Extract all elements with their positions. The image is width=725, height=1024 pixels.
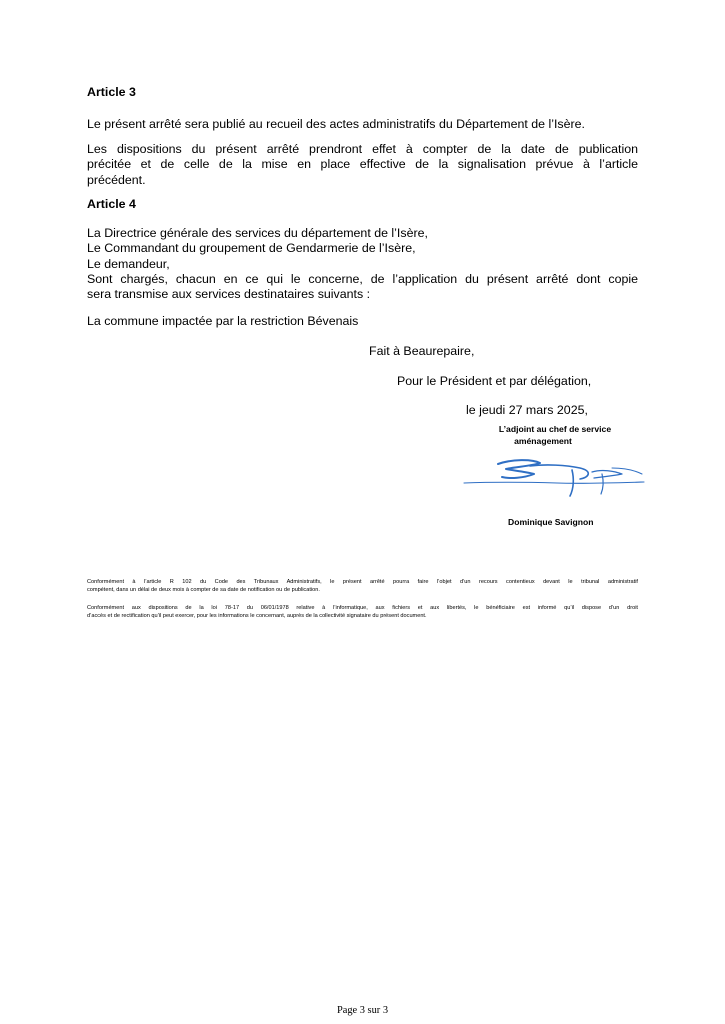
article-3-paragraph-2-line-2: précitée et de celle de la mise en place effective de la signalisation prévue à l’article [87, 157, 638, 172]
article-3-paragraph-2-line-3: précédent. [87, 172, 146, 187]
article-3-heading: Article 3 [87, 85, 136, 99]
article-3-paragraph-publication [87, 117, 638, 132]
signatory-name: Dominique Savignon [508, 517, 594, 527]
article-4-body [87, 226, 638, 302]
article-4-heading: Article 4 [87, 197, 136, 211]
article-4-line-2: Le Commandant du groupement de Gendarmerie de l’Isère, [87, 241, 416, 256]
article-4-line-4: Sont chargés, chacun en ce qui le concerne, de l’application du présent arrêté dont copie [87, 271, 638, 286]
legal-notice-1-line-2: compétent, dans un délai de deux mois à compter de sa date de notification ou de publication. [87, 587, 320, 594]
article-4-recipient [87, 314, 638, 329]
article-3-paragraph-2-line-1: Les dispositions du présent arrêté prendront effet à compter de la date de publication [87, 142, 638, 156]
article-3-paragraph-effect [87, 142, 638, 188]
article-4-line-1: La Directrice générale des services du département de l’Isère, [87, 226, 428, 240]
article-4-line-3: Le demandeur, [87, 256, 170, 271]
recipient-commune: La commune impactée par la restriction Bévenais [87, 314, 359, 328]
legal-notice-appeal [87, 578, 638, 594]
handwritten-signature-image [462, 452, 647, 502]
legal-notice-2-line-2: d’accès et de rectification qu’il peut exercer, pour les informations le concernant, auprès de la collectivité signataire du présent document. [87, 613, 427, 620]
legal-notice-2-line-1: Conformément aux dispositions de la loi 78-17 du 06/01/1978 relative à l’informatique, aux fichiers et aux libertés, le bénéficiaire est informé qu’il dispose d’un droit [87, 605, 638, 611]
signature-delegation: Pour le Président et par délégation, [397, 374, 592, 388]
article-3-paragraph-1: Le présent arrêté sera publié au recueil des actes administratifs du Département de l’Isère. [87, 117, 585, 131]
article-4-line-5: sera transmise aux services destinataires suivants : [87, 287, 371, 302]
signatory-title-line-1: L’adjoint au chef de service [498, 424, 612, 434]
signature-place: Fait à Beaurepaire, [369, 344, 475, 358]
legal-notice-1-line-1: Conformément à l’article R 102 du Code des Tribunaux Administratifs, le présent arrêté pourra faire l’objet d’un recours contentieux devant le tribunal administratif [87, 579, 638, 585]
signature-date: le jeudi 27 mars 2025, [466, 403, 588, 417]
page-number: Page 3 sur 3 [336, 1005, 389, 1016]
legal-notice-data-privacy [87, 604, 638, 620]
signatory-title-line-2: aménagement [514, 436, 572, 446]
